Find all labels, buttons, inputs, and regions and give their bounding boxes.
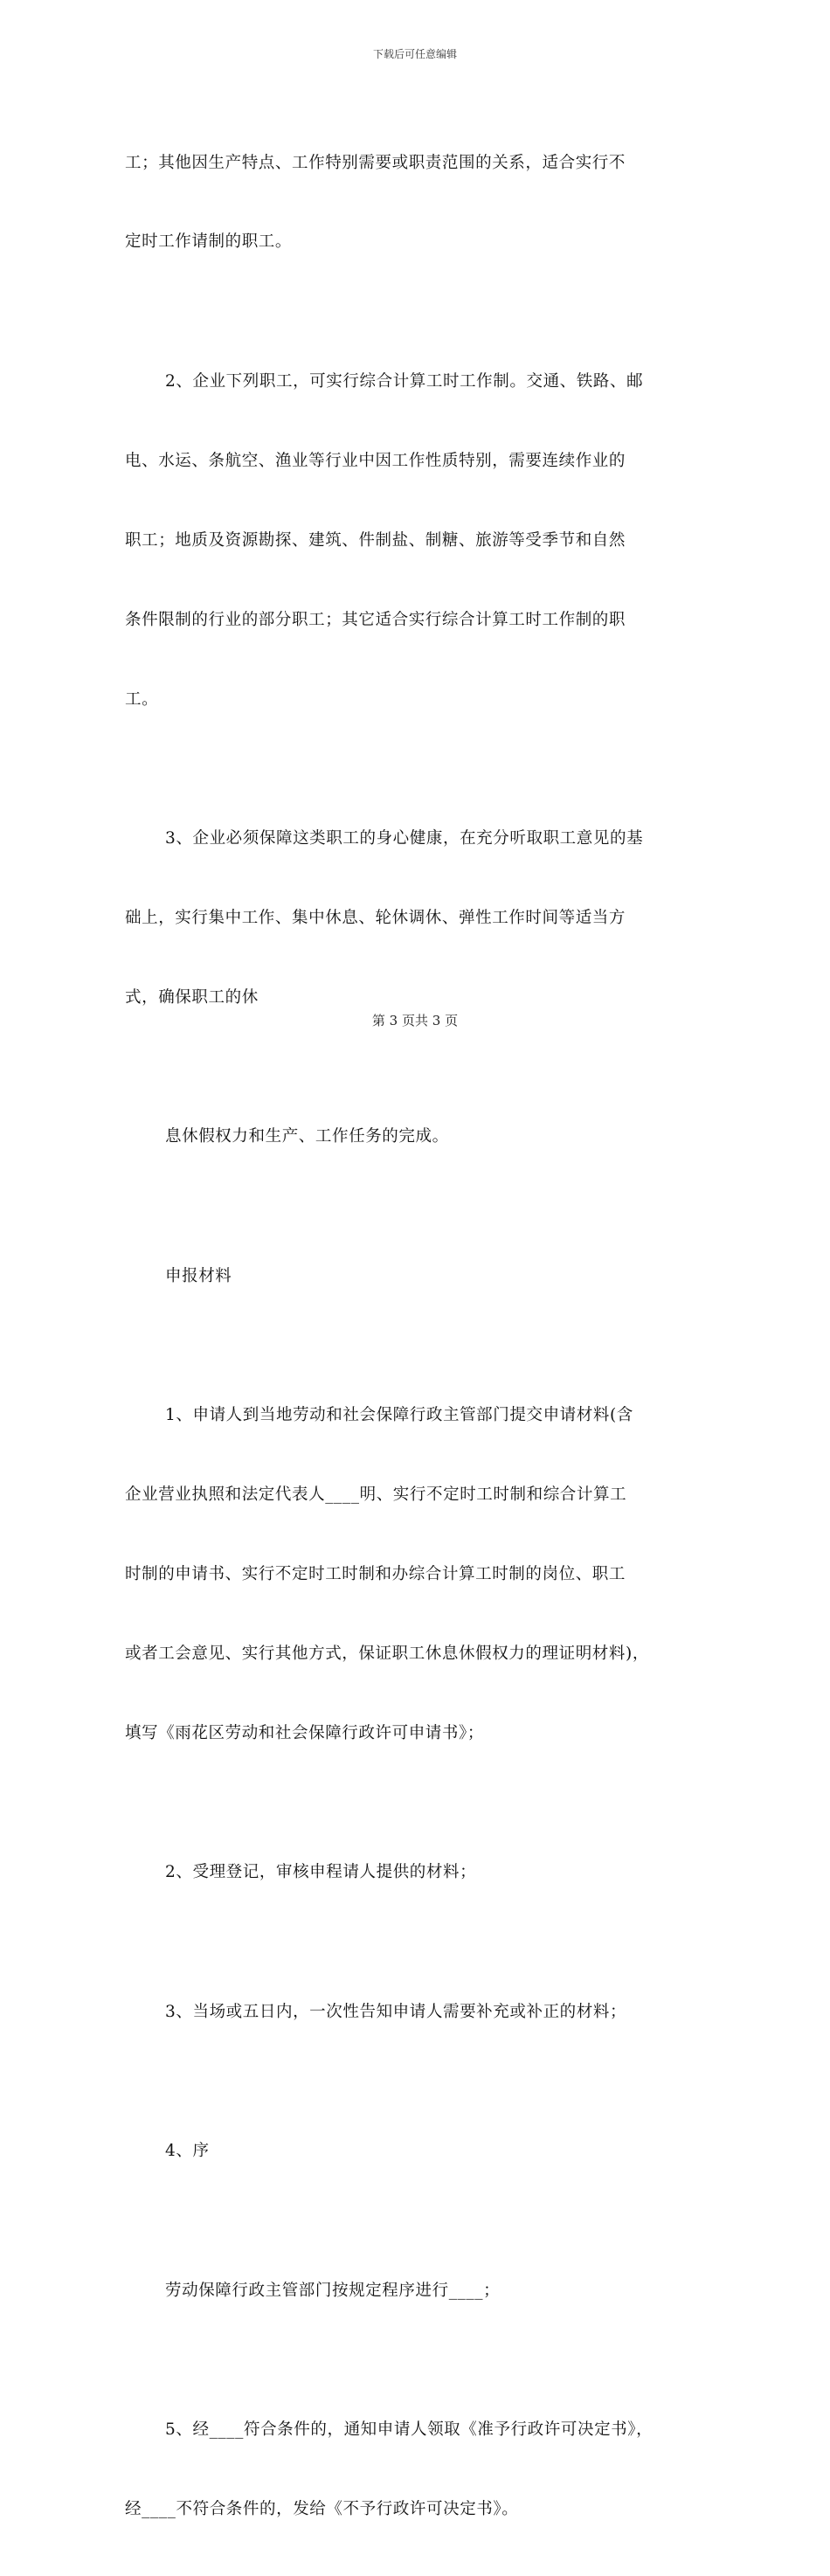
text-line: 工；其他因生产特点、工作特别需要或职责范围的关系，适合实行不: [125, 153, 626, 172]
text-line: 式，确保职工的休: [125, 987, 259, 1007]
text-line: 4、序: [165, 2142, 210, 2161]
paragraph: [125, 1350, 710, 1800]
text-line: 工。: [125, 689, 159, 709]
text-line: 2、受理登记，审核申程请人提供的材料；: [165, 1863, 477, 1882]
text-line: 填写《雨花区劳动和社会保障行政许可申请书》；: [125, 1723, 484, 1742]
text-line: 条件限制的行业的部分职工；其它适合实行综合计算工时工作制的职: [125, 610, 626, 629]
paragraph: [125, 1946, 710, 2078]
paragraph: [125, 2086, 710, 2218]
text-line: 劳动保障行政主管部门按规定程序进行____；: [165, 2281, 501, 2300]
text-line: 申报材料: [165, 1266, 232, 1285]
text-line: 定时工作请制的职工。: [125, 232, 293, 252]
paragraph: [125, 2365, 710, 2576]
text-line: 3、当场或五日内，一次性告知申请人需要补充或补正的材料；: [165, 2002, 627, 2021]
page-number: 第 3 页共 3 页: [371, 1013, 459, 1028]
text-line: 础上，实行集中工作、集中休息、轮休调休、弹性工作时间等适当方: [125, 908, 626, 927]
text-line: 经____不符合条件的，发给《不予行政许可决定书》。: [125, 2500, 519, 2519]
text-line: 时制的申请书、实行不定时工时制和办综合计算工时制的岗位、职工: [125, 1565, 626, 1584]
section-heading: [125, 1210, 710, 1342]
text-line: 3、企业必须保障这类职工的身心健康，在充分听取职工意见的基: [165, 829, 644, 848]
document-body: [125, 97, 710, 2576]
text-line: 2、企业下列职工，可实行综合计算工时工作制。交通、铁路、邮: [165, 371, 644, 391]
text-line: 企业营业执照和法定代表人____明、实行不定时工时制和综合计算工: [125, 1485, 627, 1505]
text-line: 或者工会意见、实行其他方式，保证职工休息休假权力的理证明材料)，: [125, 1644, 649, 1663]
text-line: 5、经____符合条件的，通知申请人领取《准予行政许可决定书》，: [165, 2420, 654, 2440]
text-line: 1、申请人到当地劳动和社会保障行政主管部门提交申请材料(含: [165, 1406, 633, 1425]
paragraph: [125, 2225, 710, 2357]
text-line: 电、水运、条航空、渔业等行业中因工作性质特别，需要连续作业的: [125, 451, 626, 470]
paragraph: [125, 1807, 710, 1939]
paragraph: [125, 1071, 710, 1203]
text-line: 息休假权力和生产、工作任务的完成。: [165, 1127, 449, 1146]
page-header: 下载后可任意编辑: [372, 48, 457, 60]
paragraph: [125, 315, 710, 765]
paragraph: [125, 97, 710, 308]
text-line: 职工；地质及资源勘探、建筑、件制盐、制糖、旅游等受季节和自然: [125, 530, 626, 550]
